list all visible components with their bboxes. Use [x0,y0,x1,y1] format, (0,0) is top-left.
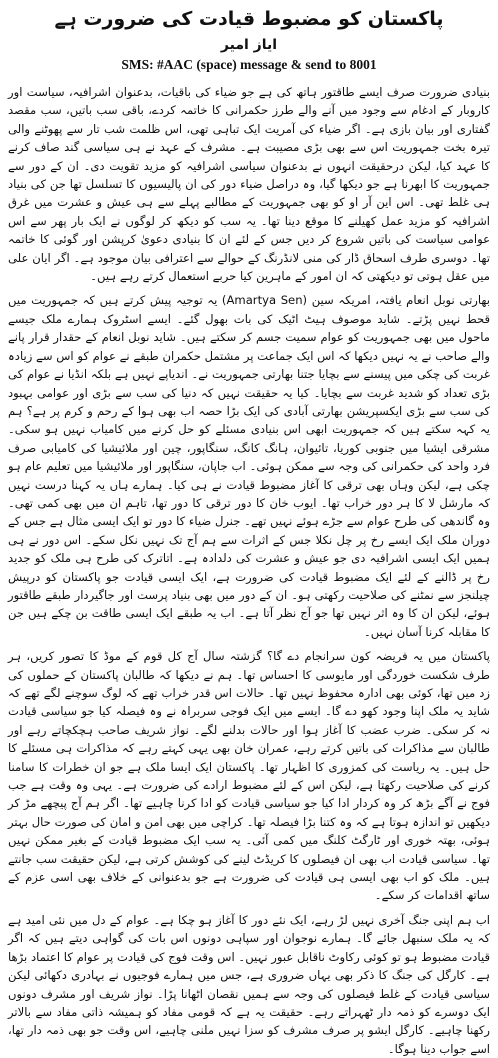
column-title: پاکستان کو مضبوط قیادت کی ضرورت ہے [54,8,444,30]
article-paragraph-2: بھارتی نوبل انعام یافتہ، امریکہ سین (Amartya Sen) یہ توجیہ پیش کرتے ہیں کہ جمہوریت میں قحط نہیں پڑتے۔ شاید موصوف ہیٹ اٹیک کی بات بھول گئے۔ ایسے اسٹروک ہمارے ملک جیسے ماحول میں بھی جمہوریت کو عوام سمیت جسم کر سکتے ہیں۔ شاید نوبل انعام کے حقدار قرار پانے والے صاحب نے یہ نہیں دیکھا کہ اس ایک جماعت پر مشتمل حکمران طبقے نے عوام کو اس سے زیادہ غربت کی چکی میں پیسنے سے بچایا جتنا بھارتی جمہوریت نے۔ اندیاپے نہیں ہے بلکہ انڈیا نے عوام کی بڑی تعداد کو شدید غربت سے بچایا۔ کیا یہ حقیقت نہیں کہ دنیا کی سب سے بڑی اور عوامی بہبود کی سب سے بڑی ایکسپریشن بھارتی آبادی کی ایک بڑا حصہ اب بھی ہوا کے رحم و کرم پر ہے؟ ہم یہ کہہ سکتے ہیں کہ جمہوریت ابھی اس بنیادی مسئلے کو حل کرنے میں کامیاب نہیں ہو سکی۔ مشرقی ایشیا میں جنوبی کوریا، تائیوان، ہانگ کانگ، سنگاپور، چین اور ملائیشیا کی کامیابی صرف فرد واحد کی حکمرانی کی وجہ سے ممکن ہوئی۔ اب جاپان، سنگاپور اور ملائیشیا میں تعلیم عام ہو چکی ہے، لیکن وہاں بھی ترقی کا آغاز مضبوط قیادت نے ہی کیا۔ ہمارے ہاں یہ کہنا درست نہیں کہ مارشل لا کا ہر دور خراب تھا۔ ایوب خان کا دور ترقی کا دور تھا، تاہم ان میں بھی کمی تھی۔ وہ گاندھی کی طرح عوام سے جڑے ہوئے نہیں تھے۔ جنرل ضیاء کا دور تو ایک ایسی مثال ہے جس کے دوران ملک ایک ایسے رخ پر چل نکلا جس کے اثرات سے ہم آج تک نہیں نکل سکے۔ اس دور نے ہی ہمیں ایک ایسی اشرافیہ دی جو عیش و عشرت کی دلدادہ ہے۔ اتاترک کی طرح ہی ملک کو جدید رخ پر ڈالنے کے لئے ایک مضبوط قیادت کی ضرورت ہے، ایک ایسی قیادت جو پاکستان کو درپیش چیلنجز سے نمٹنے کی صلاحیت رکھتی ہو۔ ان کے دور میں بھی بنیاد پرست اور جاگیردار طبقے طاقتور ہوئے، لیکن ان کا وہ اثر نہیں تھا جو آج نظر آتا ہے۔ اب یہ طبقے ایک ایسی طاقت بن چکے ہیں جن کا مقابلہ کرنا آسان نہیں۔ [8,293,490,639]
article-paragraph-1: بنیادی ضرورت صرف ایسے طاقتور ہاتھ کی ہے جو ضیاء کی باقیات، بدعنوان اشرافیہ، سیاست اور کاروبار کے ادغام سے وجود میں آنے والے طرز حکمرانی کا خاتمہ کردے، باقی سب باتیں، سب مقصد گفتاری اور بیان بازی ہے۔ اگر ضیاء کی آمریت ایک تباہی تھی، اس ظلمت شب تار سے پھوٹنے والی تیرہ بخت جمہوریت اس سے بھی بڑی مصیبت ہے۔ مشرف کے عہد نے ہی سیاسی گند صاف کرنے کا عہد کیا، لیکن درحقیقت انہوں نے بدعنوان سیاسی اشرافیہ کو مزید تقویت دی۔ ان کے دور سے جمہوریت کا ابھرنا ہے جو دیکھا گیا، وہ دراصل ضیاء دور کی ان پالیسیوں کا تسلسل تھا جن کی بنیاد ہی غلط تھی۔ اس این آر او کو بھی جمہوریت کے مطالبے پہلے سے ہی عیش و عشرت میں غرق اشرافیہ کو مزید عمل کھیلنے کا موقع دینا تھا۔ یہ سب کو دیکھ کر لوگوں نے ایک بار پھر سے اس عوامی سیاست کی باتیں شروع کر دیں جس کے لئے ان کا بنیادی دعویٰ کرپشن اور گوئی کا خاتمہ تھا۔ دوسری طرف اسحاق ڈار کی منی لانڈرنگ کے حوالے سے اعترافی بیان موجود ہے۔ اگر ایان علی میں عقل ہوتی تو دیکھتی کہ ان امور کے ماہرین کیا حربے استعمال کرتے رہے ہیں۔ [8,85,490,284]
column-header [8,4,490,73]
article-paragraph-3: پاکستان میں یہ فریضہ کون سرانجام دے گا؟ گزشتہ سال آج کل قوم کے موڈ کا تصور کریں، ہر طرف شکست خوردگی اور مایوسی کا احساس تھا۔ ہم نے دیکھا کہ طالبان پاکستان کے حملوں کی زد میں تھا، کوئی بھی ادارہ محفوظ نہیں تھا۔ حالات اس قدر خراب تھے کہ لوگ سوچنے لگے تھے کہ شاید یہ ملک اپنا وجود کھو دے گا۔ ایسے میں ایک فوجی سربراہ نے وہ فیصلہ کیا جو سیاسی قیادت نہ کر سکی۔ ضرب عضب کا آغاز ہوا اور حالات بدلنے لگے۔ نواز شریف صاحب ہچکچاتے رہے اور طالبان سے مذاکرات کی باتیں کرتے رہے، عمران خان بھی یہی کہتے رہے کہ مذاکرات ہی مسئلے کا حل ہیں۔ یہ ریاست کی کمزوری کا اظہار تھا۔ پاکستان ایک ایسا ملک ہے جو ان خطرات کا سامنا کرنے کی صلاحیت رکھتا ہے، لیکن اس کے لئے مضبوط ارادے کی ضرورت ہے۔ یہی وہ وقت ہے جب فوج نے آگے بڑھ کر وہ کردار ادا کیا جو سیاسی قیادت کو ادا کرنا چاہیے تھا۔ اگر ہم آج پیچھے مڑ کر دیکھیں تو اندازہ ہوتا ہے کہ وہ کتنا بڑا فیصلہ تھا۔ کراچی میں بھی امن و امان کی صورت حال بہتر ہوئی، بھتہ خوری اور ٹارگٹ کلنگ میں کمی آئی۔ یہ سب ایک مضبوط قیادت کے بغیر ممکن نہیں تھا۔ سیاسی قیادت اب بھی ان فیصلوں کا کریڈٹ لینے کی کوشش کرتی ہے، لیکن حقیقت سب جانتے ہیں۔ ملک کو اب بھی ایسی ہی قیادت کی ضرورت ہے جو بدعنوانی کے خلاف بھی اسی عزم کے ساتھ اقدامات کر سکے۔ [8,649,490,903]
sms-instruction: SMS: #AAC (space) message & send to 8001 [121,57,377,72]
author-name: ایاز امیر [220,37,278,53]
article-paragraph-4: اب ہم اپنی جنگ آخری نہیں لڑ رہے، ایک نئے دور کا آغاز ہو چکا ہے۔ عوام کے دل میں نئی امید ہے کہ یہ ملک سنبھل جائے گا۔ ہمارے نوجوان اور سپاہی دونوں اس بات کی گواہی دیتے ہیں کہ اگر قیادت مضبوط ہو تو کوئی رکاوٹ ناقابل عبور نہیں۔ اس وقت فوج کی قیادت پر عوام کا اعتماد بڑھا ہے۔ کارگل کی جنگ کا ذکر بھی یہاں ضروری ہے، جس میں ہمارے فوجیوں نے بہادری دکھائی لیکن سیاسی قیادت کے غلط فیصلوں کی وجہ سے ہمیں نقصان اٹھانا پڑا۔ نواز شریف اور مشرف دونوں ایک دوسرے کو ذمہ دار ٹھہراتے رہے۔ حقیقت یہ ہے کہ قومی مفاد کو ہمیشہ ذاتی مفاد سے بالاتر رکھنا چاہیے۔ کارگل ایشو پر صرف مشرف کو سزا نہیں ملنی چاہیے، اس وقت جو بھی ذمہ دار تھا، اسے جواب دینا ہوگا۔ [8,912,490,1056]
article-body [8,83,490,1058]
